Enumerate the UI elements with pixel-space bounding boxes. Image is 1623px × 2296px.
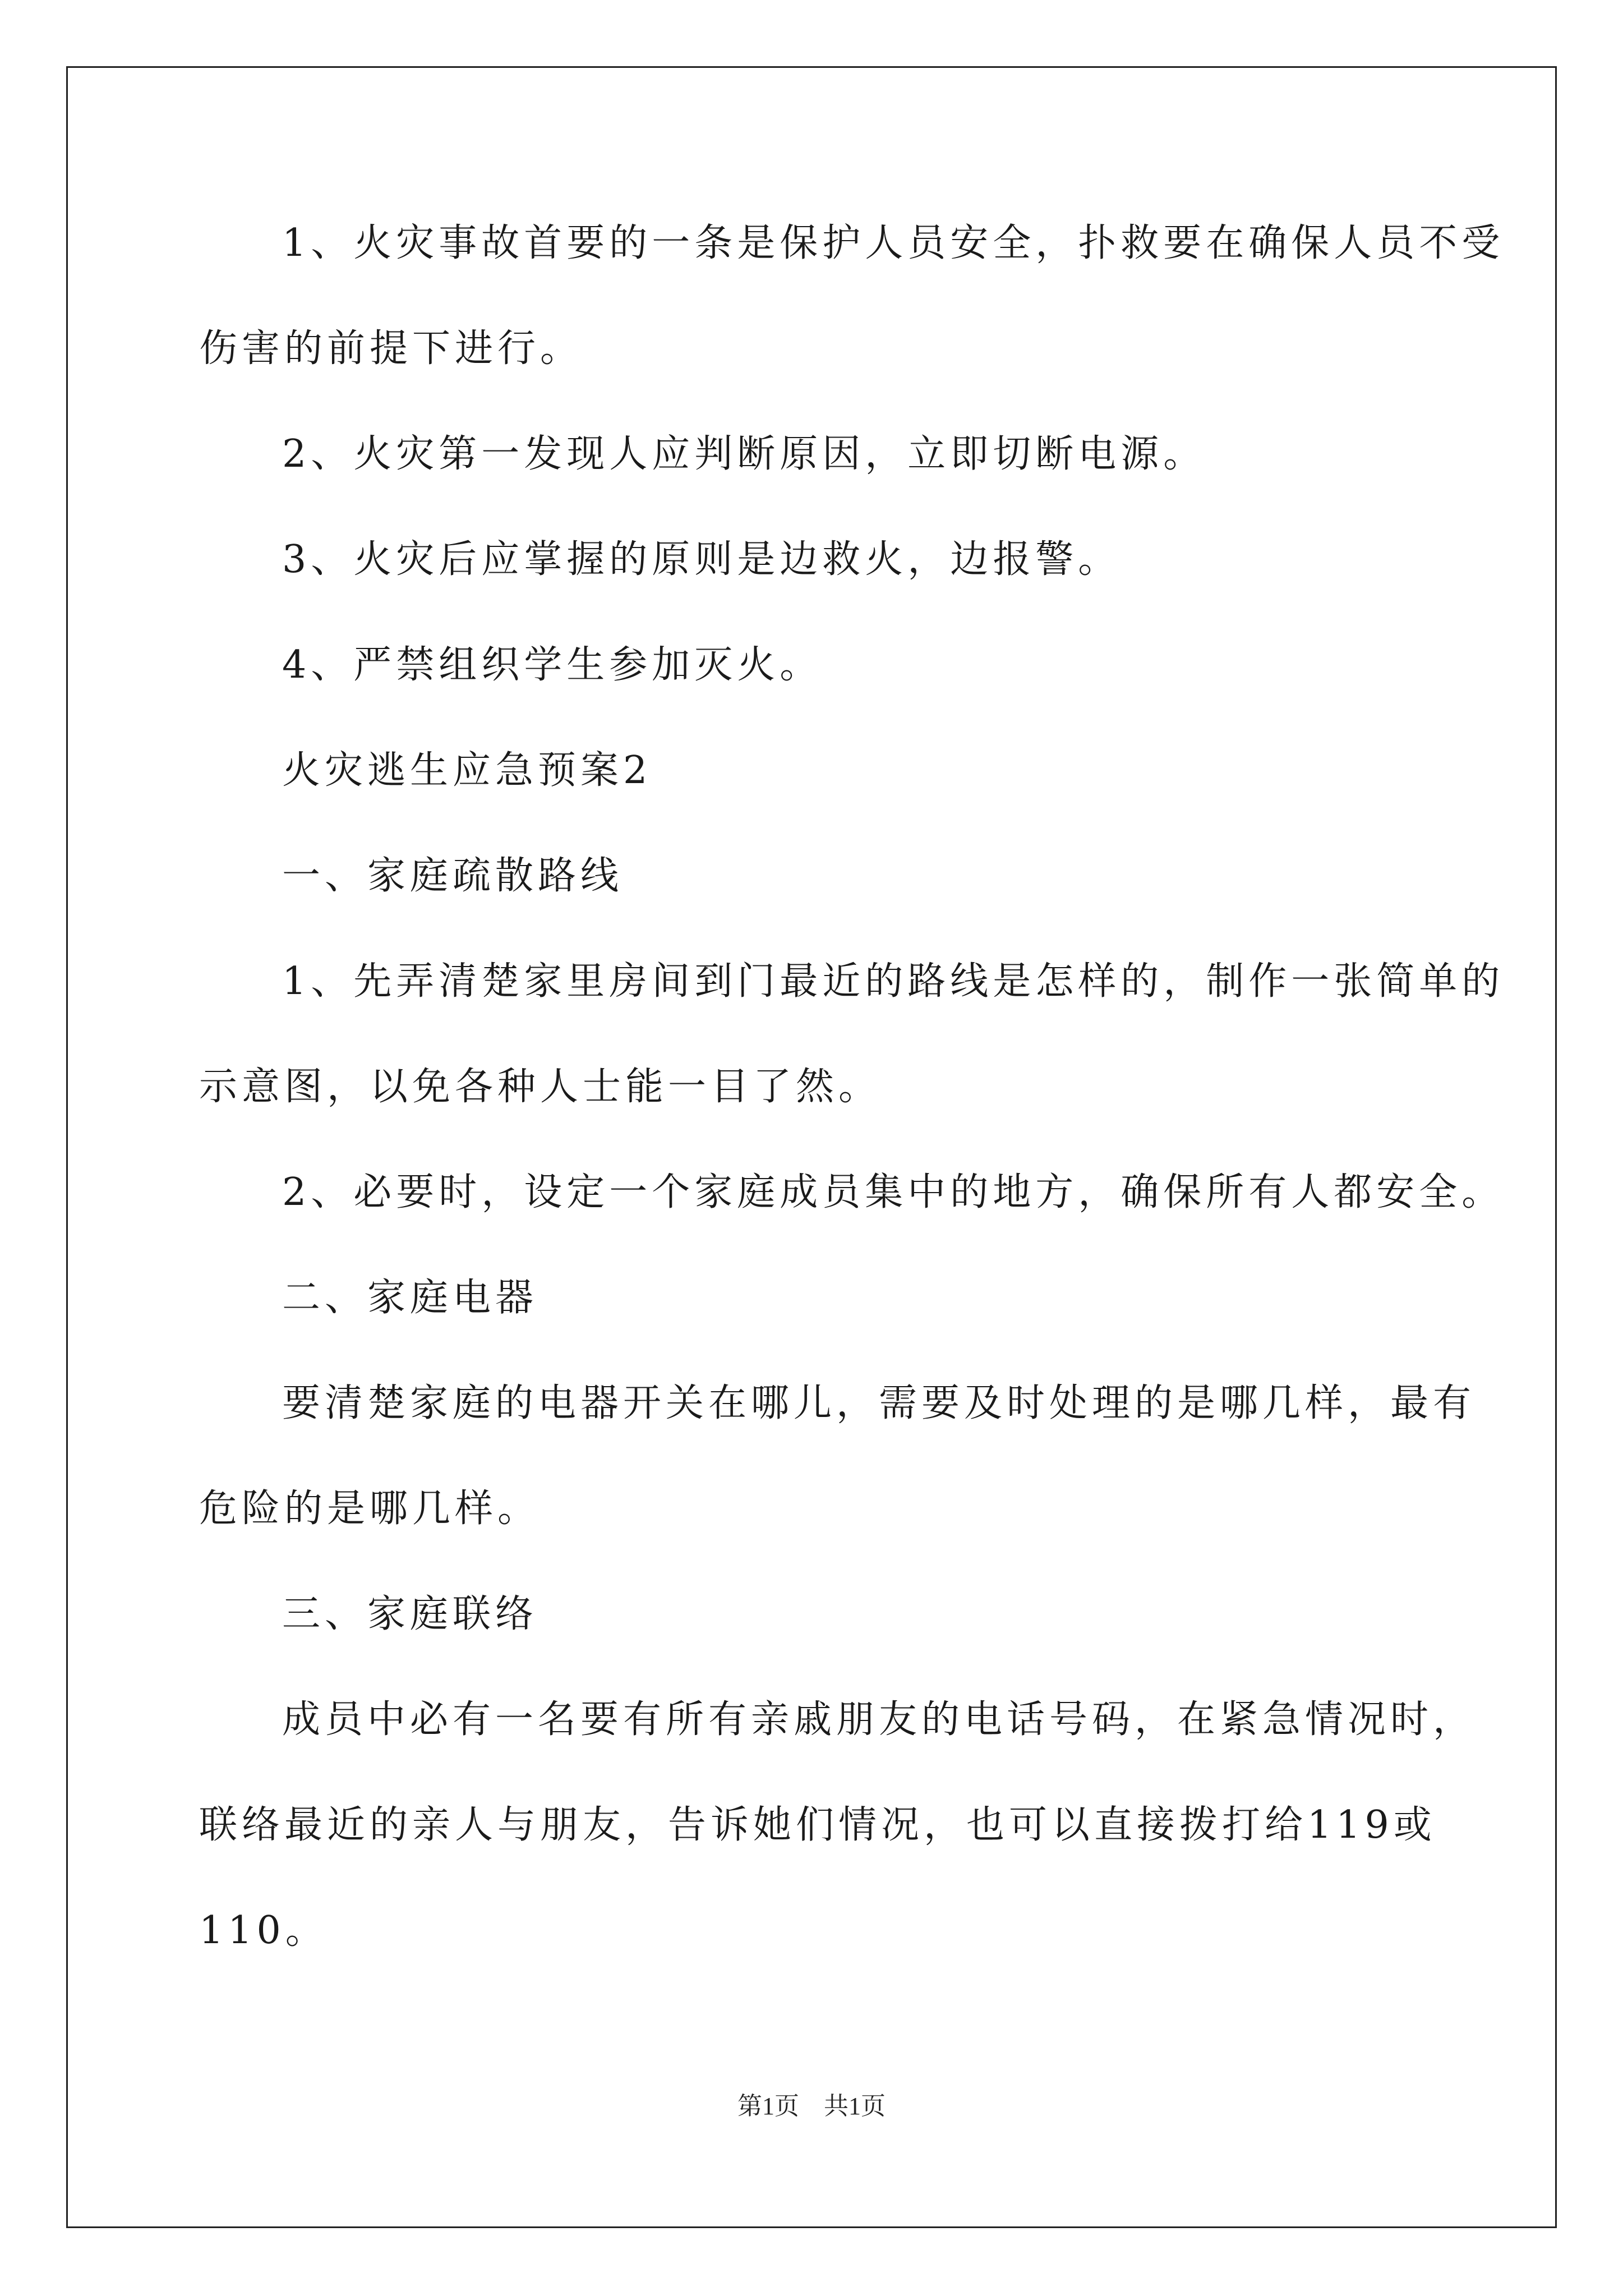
text-line: 联络最近的亲人与朋友，告诉她们情况，也可以直接拨打给119或 xyxy=(199,1803,1436,1847)
text-line: 110。 xyxy=(199,1908,328,1953)
text-line: 1、先弄清楚家里房间到门最近的路线是怎样的，制作一张简单的 xyxy=(282,959,1505,1004)
text-line: 2、火灾第一发现人应判断原因，立即切断电源。 xyxy=(282,432,1206,476)
text-line: 2、必要时，设定一个家庭成员集中的地方，确保所有人都安全。 xyxy=(282,1170,1505,1214)
section-heading: 二、家庭电器 xyxy=(282,1276,538,1320)
page-number-footer: 第1页 共1页 xyxy=(737,2092,886,2120)
text-line: 3、火灾后应掌握的原则是边救火，边报警。 xyxy=(282,537,1121,582)
text-line: 示意图，以免各种人士能一目了然。 xyxy=(199,1065,882,1109)
text-line: 要清楚家庭的电器开关在哪儿，需要及时处理的是哪几样，最有 xyxy=(282,1381,1476,1425)
text-line: 4、严禁组织学生参加灭火。 xyxy=(282,643,823,687)
section-heading: 三、家庭联络 xyxy=(282,1592,538,1636)
page-border xyxy=(66,66,1557,2228)
text-line: 危险的是哪几样。 xyxy=(199,1487,541,1531)
section-heading: 火灾逃生应急预案2 xyxy=(282,748,652,793)
section-heading: 一、家庭疏散路线 xyxy=(282,854,624,898)
text-line: 1、火灾事故首要的一条是保护人员安全，扑救要在确保人员不受 xyxy=(282,221,1505,265)
text-line: 成员中必有一名要有所有亲戚朋友的电话号码，在紧急情况时， xyxy=(282,1697,1476,1742)
text-line: 伤害的前提下进行。 xyxy=(199,326,583,371)
